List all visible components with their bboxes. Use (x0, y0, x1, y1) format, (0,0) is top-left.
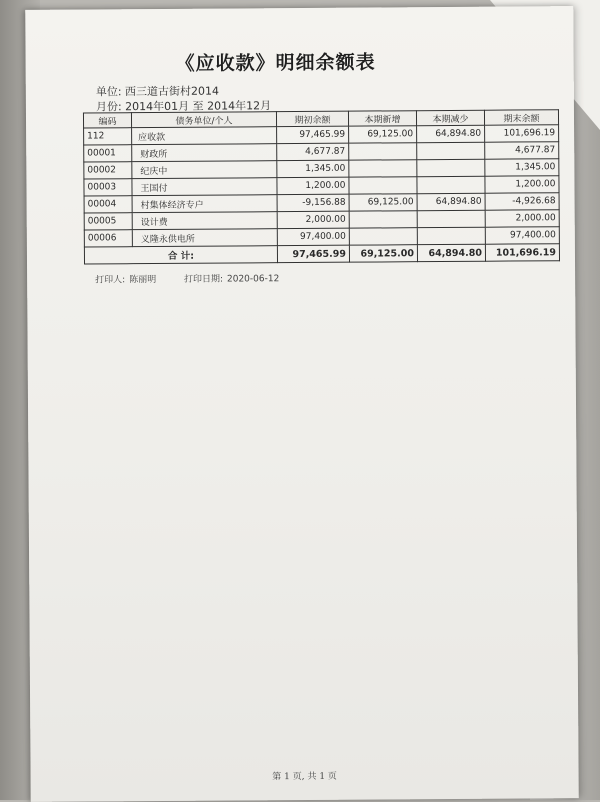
cell-closing: 4,677.87 (485, 142, 559, 160)
cell-reduced: 64,894.80 (417, 125, 485, 142)
cell-code: 112 (84, 128, 132, 145)
cell-opening: 97,400.00 (277, 228, 349, 246)
header-added: 本期新增 (348, 111, 416, 126)
cell-opening: -9,156.88 (277, 194, 349, 212)
cell-reduced (417, 210, 485, 227)
cell-code: 00001 (84, 145, 132, 162)
cell-reduced (417, 227, 485, 244)
print-info (95, 271, 283, 285)
cell-code: 00003 (84, 179, 132, 196)
paper-sheet (25, 6, 579, 802)
header-debtor: 债务单位/个人 (131, 112, 276, 128)
cell-name: 财政所 (132, 144, 277, 162)
cell-added (349, 228, 417, 245)
document-title: 《应收款》明细余额表 (175, 51, 376, 75)
cell-name: 王国付 (132, 178, 277, 196)
cell-opening: 2,000.00 (277, 211, 349, 229)
cell-name: 应收款 (132, 127, 277, 145)
cell-opening: 4,677.87 (277, 143, 349, 161)
cell-code: 00004 (84, 196, 132, 213)
cell-added: 69,125.00 (349, 126, 417, 143)
printer-name: 陈丽明 (129, 275, 157, 286)
header-opening: 期初余额 (276, 111, 348, 127)
cell-added (349, 177, 417, 194)
cell-added (349, 160, 417, 177)
balance-table (83, 109, 560, 264)
total-label: 合 计: (84, 246, 277, 264)
cell-code: 00002 (84, 162, 132, 179)
header-reduced: 本期减少 (416, 110, 484, 125)
period-to: 2014年12月 (207, 99, 272, 113)
cell-name: 义隆永供电所 (132, 229, 277, 247)
print-date: 2020-06-12 (226, 274, 280, 285)
cell-name: 村集体经济专户 (132, 195, 277, 213)
period-from: 2014年01月 (125, 99, 190, 114)
cell-closing: -4,926.68 (485, 193, 559, 211)
unit-label: 单位: (95, 85, 122, 99)
cell-name: 设计费 (132, 212, 277, 230)
period-label: 月份: (95, 100, 122, 114)
cell-closing: 101,696.19 (485, 125, 559, 143)
total-reduced: 64,894.80 (417, 244, 485, 261)
page-number: 第 1 页, 共 1 页 (272, 771, 337, 783)
cell-reduced (417, 176, 485, 193)
cell-reduced (417, 142, 485, 159)
header-closing: 期末余额 (484, 110, 558, 126)
total-added: 69,125.00 (349, 245, 417, 262)
cell-added (349, 143, 417, 160)
cell-name: 纪庆中 (132, 161, 277, 179)
total-closing: 101,696.19 (485, 244, 559, 262)
print-date-label: 打印日期: (183, 274, 224, 285)
cell-closing: 97,400.00 (485, 227, 559, 245)
total-opening: 97,465.99 (277, 245, 349, 263)
header-code: 编码 (83, 113, 131, 128)
cell-reduced (417, 159, 485, 176)
period-separator: 至 (192, 99, 204, 113)
total-row (84, 244, 559, 264)
cell-closing: 1,345.00 (485, 159, 559, 177)
cell-added: 69,125.00 (349, 194, 417, 211)
cell-opening: 97,465.99 (277, 126, 349, 144)
cell-code: 00006 (84, 230, 132, 247)
cell-reduced: 64,894.80 (417, 193, 485, 210)
cell-opening: 1,345.00 (277, 160, 349, 178)
cell-added (349, 211, 417, 228)
cell-closing: 1,200.00 (485, 176, 559, 194)
printer-label: 打印人: (95, 275, 126, 286)
cell-code: 00005 (84, 213, 132, 230)
unit-value: 西三道古街村2014 (124, 84, 220, 99)
cell-closing: 2,000.00 (485, 210, 559, 228)
cell-opening: 1,200.00 (277, 177, 349, 195)
